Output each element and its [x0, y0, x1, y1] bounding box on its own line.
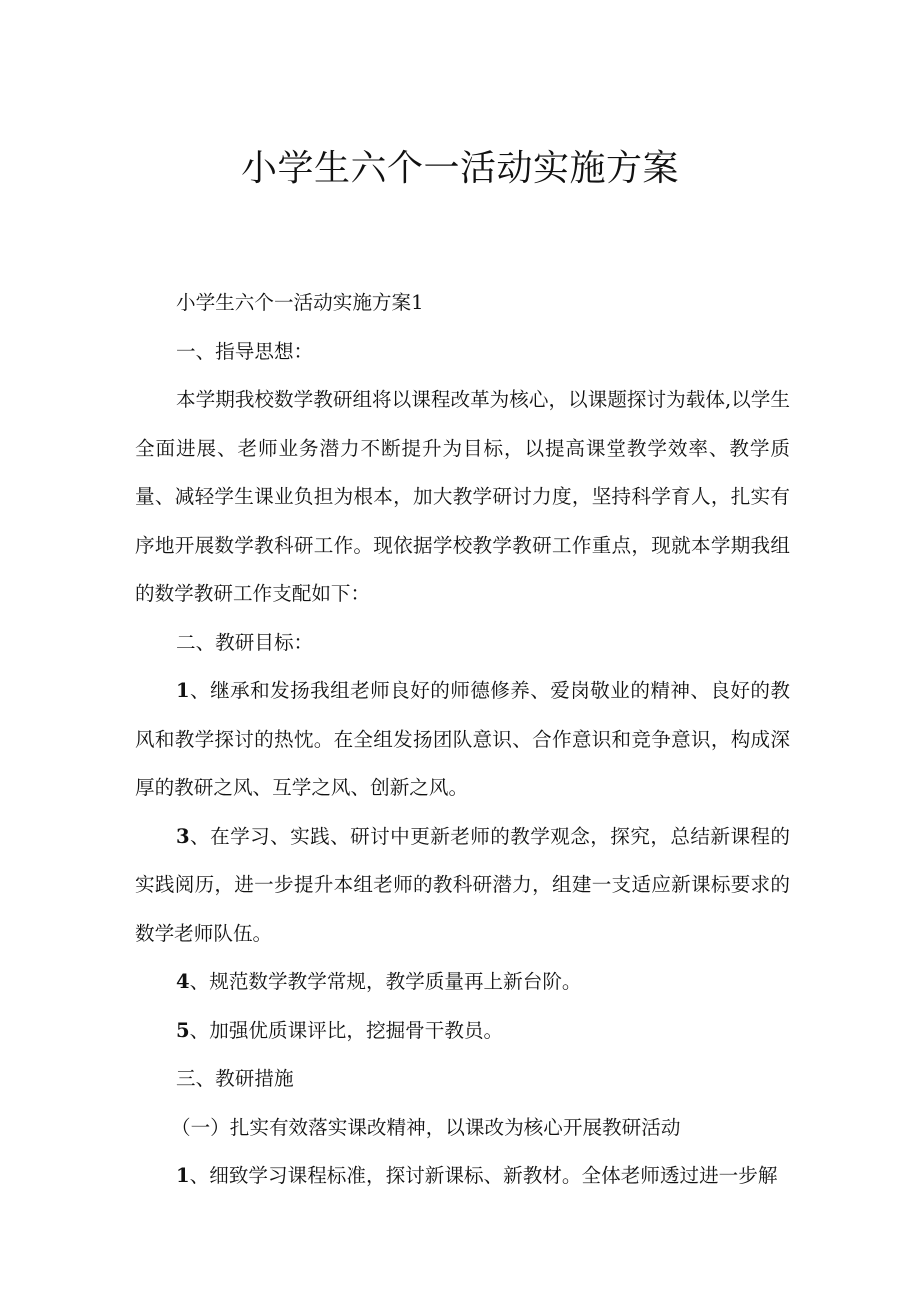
goal-number: 1 — [176, 679, 190, 702]
measure-number: 1 — [176, 1164, 190, 1187]
measure-text: 、细致学习课程标准，探讨新课标、新教材。全体老师透过进一步解 — [189, 1164, 778, 1187]
section-heading-research-goals: 二、教研目标： — [176, 630, 314, 654]
goal-item-5 — [135, 1007, 790, 1056]
section-heading-guiding-ideology: 一、指导思想： — [176, 339, 314, 363]
document-title: 小学生六个一活动实施方案 — [240, 148, 679, 189]
section-heading-research-measures: 三、教研措施 — [176, 1067, 294, 1090]
goal-text: 、继承和发扬我组老师良好的师德修养、爱岗敬业的精神、良好的教风和教学探讨的热忱。在全组发扬团队意识、合作意识和竞争意识，构成深厚的教研之风、互学之风、创新之风。 — [135, 679, 790, 799]
document-body — [135, 279, 790, 1201]
goal-text: 、加强优质课评比，挖掘骨干教员。 — [189, 1018, 504, 1042]
goal-text: 、规范数学教学常规，教学质量再上新台阶。 — [189, 970, 582, 993]
goal-text: 、在学习、实践、研讨中更新老师的教学观念，探究，总结新课程的实践阅历，进一步提升本组老师的教科研潜力，组建一支适应新课标要求的数学老师队伍。 — [135, 824, 790, 945]
plan-subtitle: 小学生六个一活动实施方案1 — [176, 291, 424, 314]
goal-item-3 — [135, 813, 790, 959]
measures-subheading: （一）扎实有效落实课改精神，以课改为核心开展教研活动 — [171, 1115, 681, 1139]
goal-number: 5 — [176, 1018, 190, 1042]
goal-item-1 — [135, 667, 790, 813]
goal-number: 3 — [176, 824, 190, 848]
guiding-ideology-paragraph: 本学期我校数学教研组将以课程改革为核心，以课题探讨为载体,以学生全面进展、老师业务潜力不断提升为目标，以提高课堂教学效率、教学质量、减轻学生课业负担为根本，加大教学研讨力度，坚持科学育人，扎实有序地开展数学教科研工作。现依据学校教学教研工作重点，现就本学期我组的数学教研工作支配如下： — [135, 388, 790, 605]
goal-item-4 — [135, 958, 790, 1007]
goal-number: 4 — [176, 970, 190, 993]
measure-item-1 — [135, 1152, 790, 1201]
